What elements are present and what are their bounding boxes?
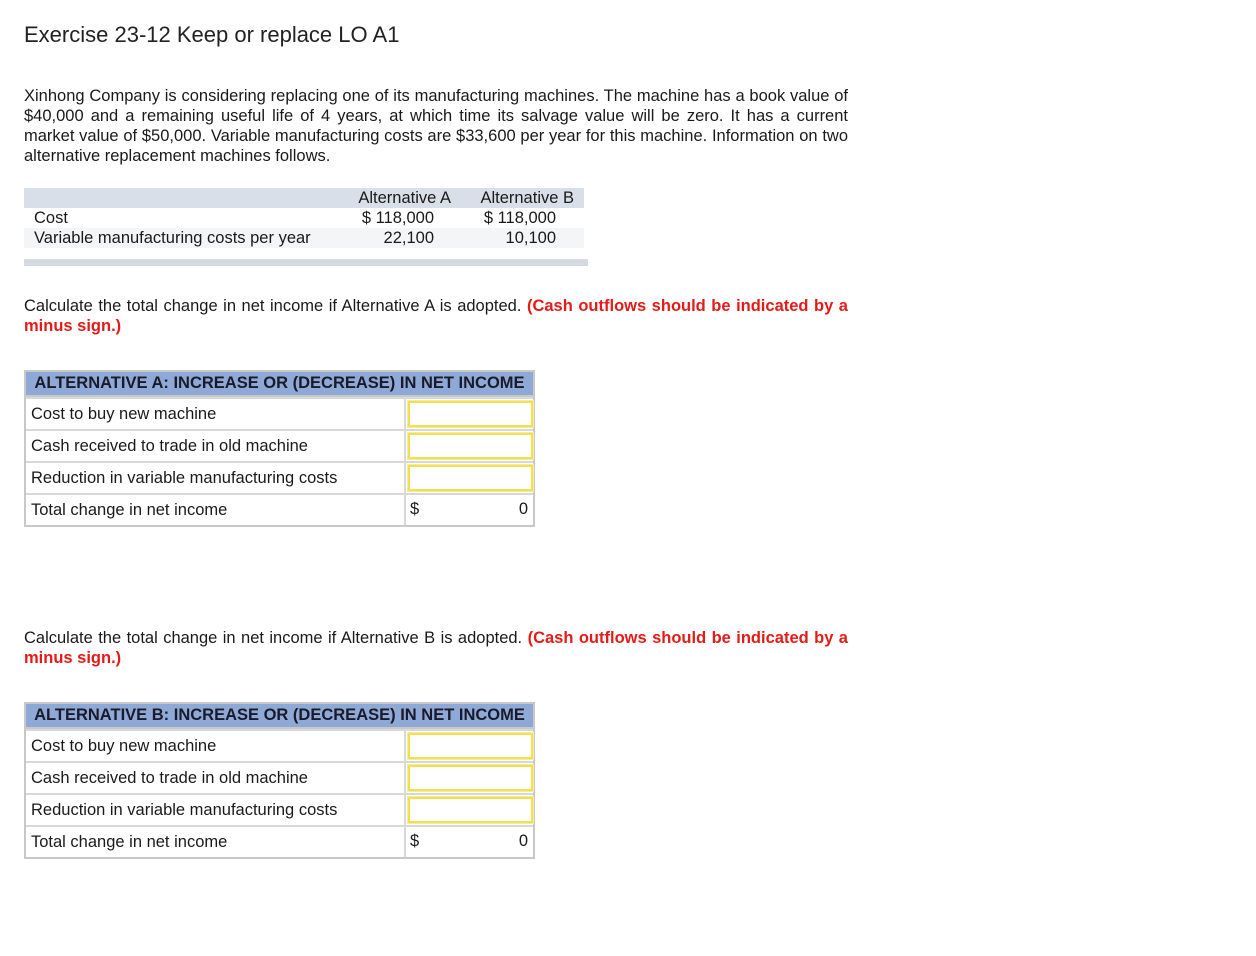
table-row [26, 461, 533, 493]
given-table-header [24, 188, 584, 208]
part-a-instruction [24, 296, 848, 336]
table-row [26, 729, 533, 761]
part-b-instruction [24, 628, 848, 668]
alt-a-total-value: 0 [518, 500, 528, 518]
table-row [26, 397, 533, 429]
alt-a-reduction-input[interactable] [408, 465, 533, 491]
problem-text: Xinhong Company is considering replacing one of its manufacturing machines. The machine has a book value of $40,000 and a remaining useful life of 4 years, at which time its salvage value will be zero. It has a current market value of $50,000. Variable manufacturing costs are $33,600 per year for this machine. Information on two alternative replacement machines follows. [24, 87, 848, 165]
alt-a-trade-in-input[interactable] [408, 433, 533, 459]
col-header-alternative-b: Alternative B [480, 189, 574, 207]
part-a-note: (Cash outflows should be indicated by a minus sign.) [24, 297, 848, 335]
total-row [26, 825, 533, 857]
row-label: Reduction in variable manufacturing costs [26, 463, 406, 493]
table-divider [24, 259, 588, 266]
alt-a-cost-input[interactable] [408, 401, 533, 427]
given-row-variable-costs [24, 228, 584, 248]
variable-cost-alt-a: 22,100 [383, 229, 434, 247]
given-data-table [24, 188, 584, 266]
currency-symbol: $ [410, 832, 420, 850]
alt-b-trade-in-input[interactable] [408, 765, 533, 791]
alternative-b-table-title: ALTERNATIVE B: INCREASE OR (DECREASE) IN NET INCOME [26, 704, 533, 729]
row-label: Reduction in variable manufacturing costs [26, 795, 406, 825]
row-label: Cash received to trade in old machine [26, 431, 406, 461]
row-label: Cost [34, 209, 68, 227]
cost-alt-a: $ 118,000 [361, 209, 434, 227]
alt-b-total-value: 0 [518, 832, 528, 850]
total-row [26, 493, 533, 525]
part-b-instruction-text: Calculate the total change in net income if Alternative B is adopted. [24, 629, 523, 647]
total-label: Total change in net income [26, 827, 406, 857]
row-label: Variable manufacturing costs per year [34, 229, 311, 247]
cost-alt-b: $ 118,000 [483, 209, 556, 227]
part-a-instruction-text: Calculate the total change in net income if Alternative A is adopted. [24, 297, 522, 315]
table-row [26, 429, 533, 461]
table-row [26, 761, 533, 793]
variable-cost-alt-b: 10,100 [505, 229, 556, 247]
given-row-cost [24, 208, 584, 228]
table-row [26, 793, 533, 825]
currency-symbol: $ [410, 500, 420, 518]
total-label: Total change in net income [26, 495, 406, 525]
row-label: Cash received to trade in old machine [26, 763, 406, 793]
alternative-b-table [24, 702, 535, 859]
part-b-note: (Cash outflows should be indicated by a minus sign.) [24, 629, 848, 667]
col-header-alternative-a: Alternative A [358, 189, 451, 207]
alternative-a-table [24, 370, 535, 527]
row-label: Cost to buy new machine [26, 731, 406, 761]
alternative-a-table-title: ALTERNATIVE A: INCREASE OR (DECREASE) IN NET INCOME [26, 372, 533, 397]
row-label: Cost to buy new machine [26, 399, 406, 429]
exercise-title: Exercise 23-12 Keep or replace LO A1 [24, 22, 400, 47]
alt-b-cost-input[interactable] [408, 733, 533, 759]
alt-b-reduction-input[interactable] [408, 797, 533, 823]
